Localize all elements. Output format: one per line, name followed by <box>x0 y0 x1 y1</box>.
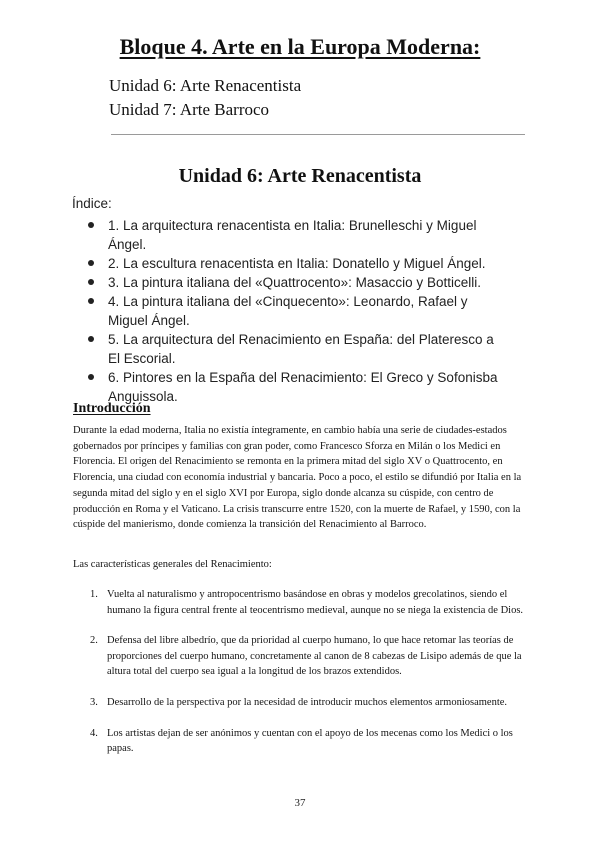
bullet-icon <box>88 260 94 266</box>
index-item-text: 4. La pintura italiana del «Cinquecento»: Leonardo, Rafael y Miguel Ángel. <box>108 294 468 328</box>
unit-list <box>109 74 301 122</box>
unit-7-line: Unidad 7: Arte Barroco <box>109 100 270 119</box>
bullet-icon <box>88 279 94 285</box>
index-item-text: 1. La arquitectura renacentista en Italia: Brunelleschi y Miguel Ángel. <box>108 218 477 252</box>
unit-6-line: Unidad 6: Arte Renacentista <box>109 76 302 95</box>
item-number: 1. <box>90 589 98 600</box>
intro-heading: Introducción <box>73 401 151 416</box>
item-number: 2. <box>90 635 98 647</box>
index-list <box>88 216 508 406</box>
item-number: 4. <box>90 727 98 739</box>
characteristics-list <box>90 587 536 772</box>
index-item-text: 3. La pintura italiana del «Quattrocento»: Masaccio y Botticelli. <box>108 275 481 290</box>
characteristic-text: Vuelta al naturalismo y antropocentrismo basándose en obras y modelos grecolatinos, siendo el humano la figura central frente al teocentrismo medieval, aunque no se niega la existencia de Dios. <box>107 589 524 616</box>
index-item <box>88 292 508 330</box>
intro-paragraph: Durante la edad moderna, Italia no existía íntegramente, en cambio había una serie de ciudades-estados gobernados por príncipes y familias con gran poder, como Francesco Sforza en Milán o los Medici en Florencia. El origen del Renacimiento se remonta en la primera mitad del siglo XV o Quattrocento, en Florencia, una ciudad con economía industrial y bancaria. Poco a poco, el estilo se difundió por Italia en la segunda mitad del siglo y en el siglo XVI por Europa, siglo donde alcanza su cúspide, con centro de producción en Roma y el Vaticano. La crisis transcurre entre 1520, con la muerte de Rafael, y 1590, con la cúspide del manierismo, donde comienza la transición del Renacimiento al Barroco. <box>73 425 522 531</box>
characteristic-text: Los artistas dejan de ser anónimos y cuentan con el apoyo de los mecenas como los Medici o los papas. <box>107 727 513 755</box>
index-item-text: 5. La arquitectura del Renacimiento en España: del Plateresco a El Escorial. <box>108 332 494 366</box>
bullet-icon <box>88 298 94 304</box>
item-number: 3. <box>90 696 98 708</box>
bullet-icon <box>88 374 94 380</box>
characteristic-item <box>90 695 536 711</box>
index-item <box>88 330 508 368</box>
characteristic-item <box>90 633 536 680</box>
characteristic-item <box>90 587 536 618</box>
bullet-icon <box>88 336 94 342</box>
index-item <box>88 254 508 273</box>
characteristic-item <box>90 726 536 757</box>
horizontal-divider <box>111 134 525 135</box>
characteristic-text: Desarrollo de la perspectiva por la necesidad de introducir muchos elementos armoniosamente. <box>107 696 508 708</box>
block-title: Bloque 4. Arte en la Europa Moderna: <box>119 34 481 59</box>
index-item <box>88 216 508 254</box>
characteristics-label: Las características generales del Renacimiento: <box>73 559 272 570</box>
characteristic-text: Defensa del libre albedrío, que da prioridad al cuerpo humano, lo que hace retomar las teorías de proporciones del cuerpo humano, concretamente al canon de 8 cabezas de Lisipo además de que la altura total del cuerpo sea igual a la longitud de los brazos extendidos. <box>107 635 522 678</box>
bullet-icon <box>88 222 94 228</box>
index-label: Índice: <box>72 196 112 211</box>
page-number: 37 <box>294 797 306 809</box>
index-item <box>88 368 508 406</box>
index-item-text: 6. Pintores en la España del Renacimiento: El Greco y Sofonisba Anguissola. <box>108 370 498 404</box>
index-item <box>88 273 508 292</box>
unit-heading: Unidad 6: Arte Renacentista <box>178 165 422 187</box>
index-item-text: 2. La escultura renacentista en Italia: Donatello y Miguel Ángel. <box>108 256 486 271</box>
